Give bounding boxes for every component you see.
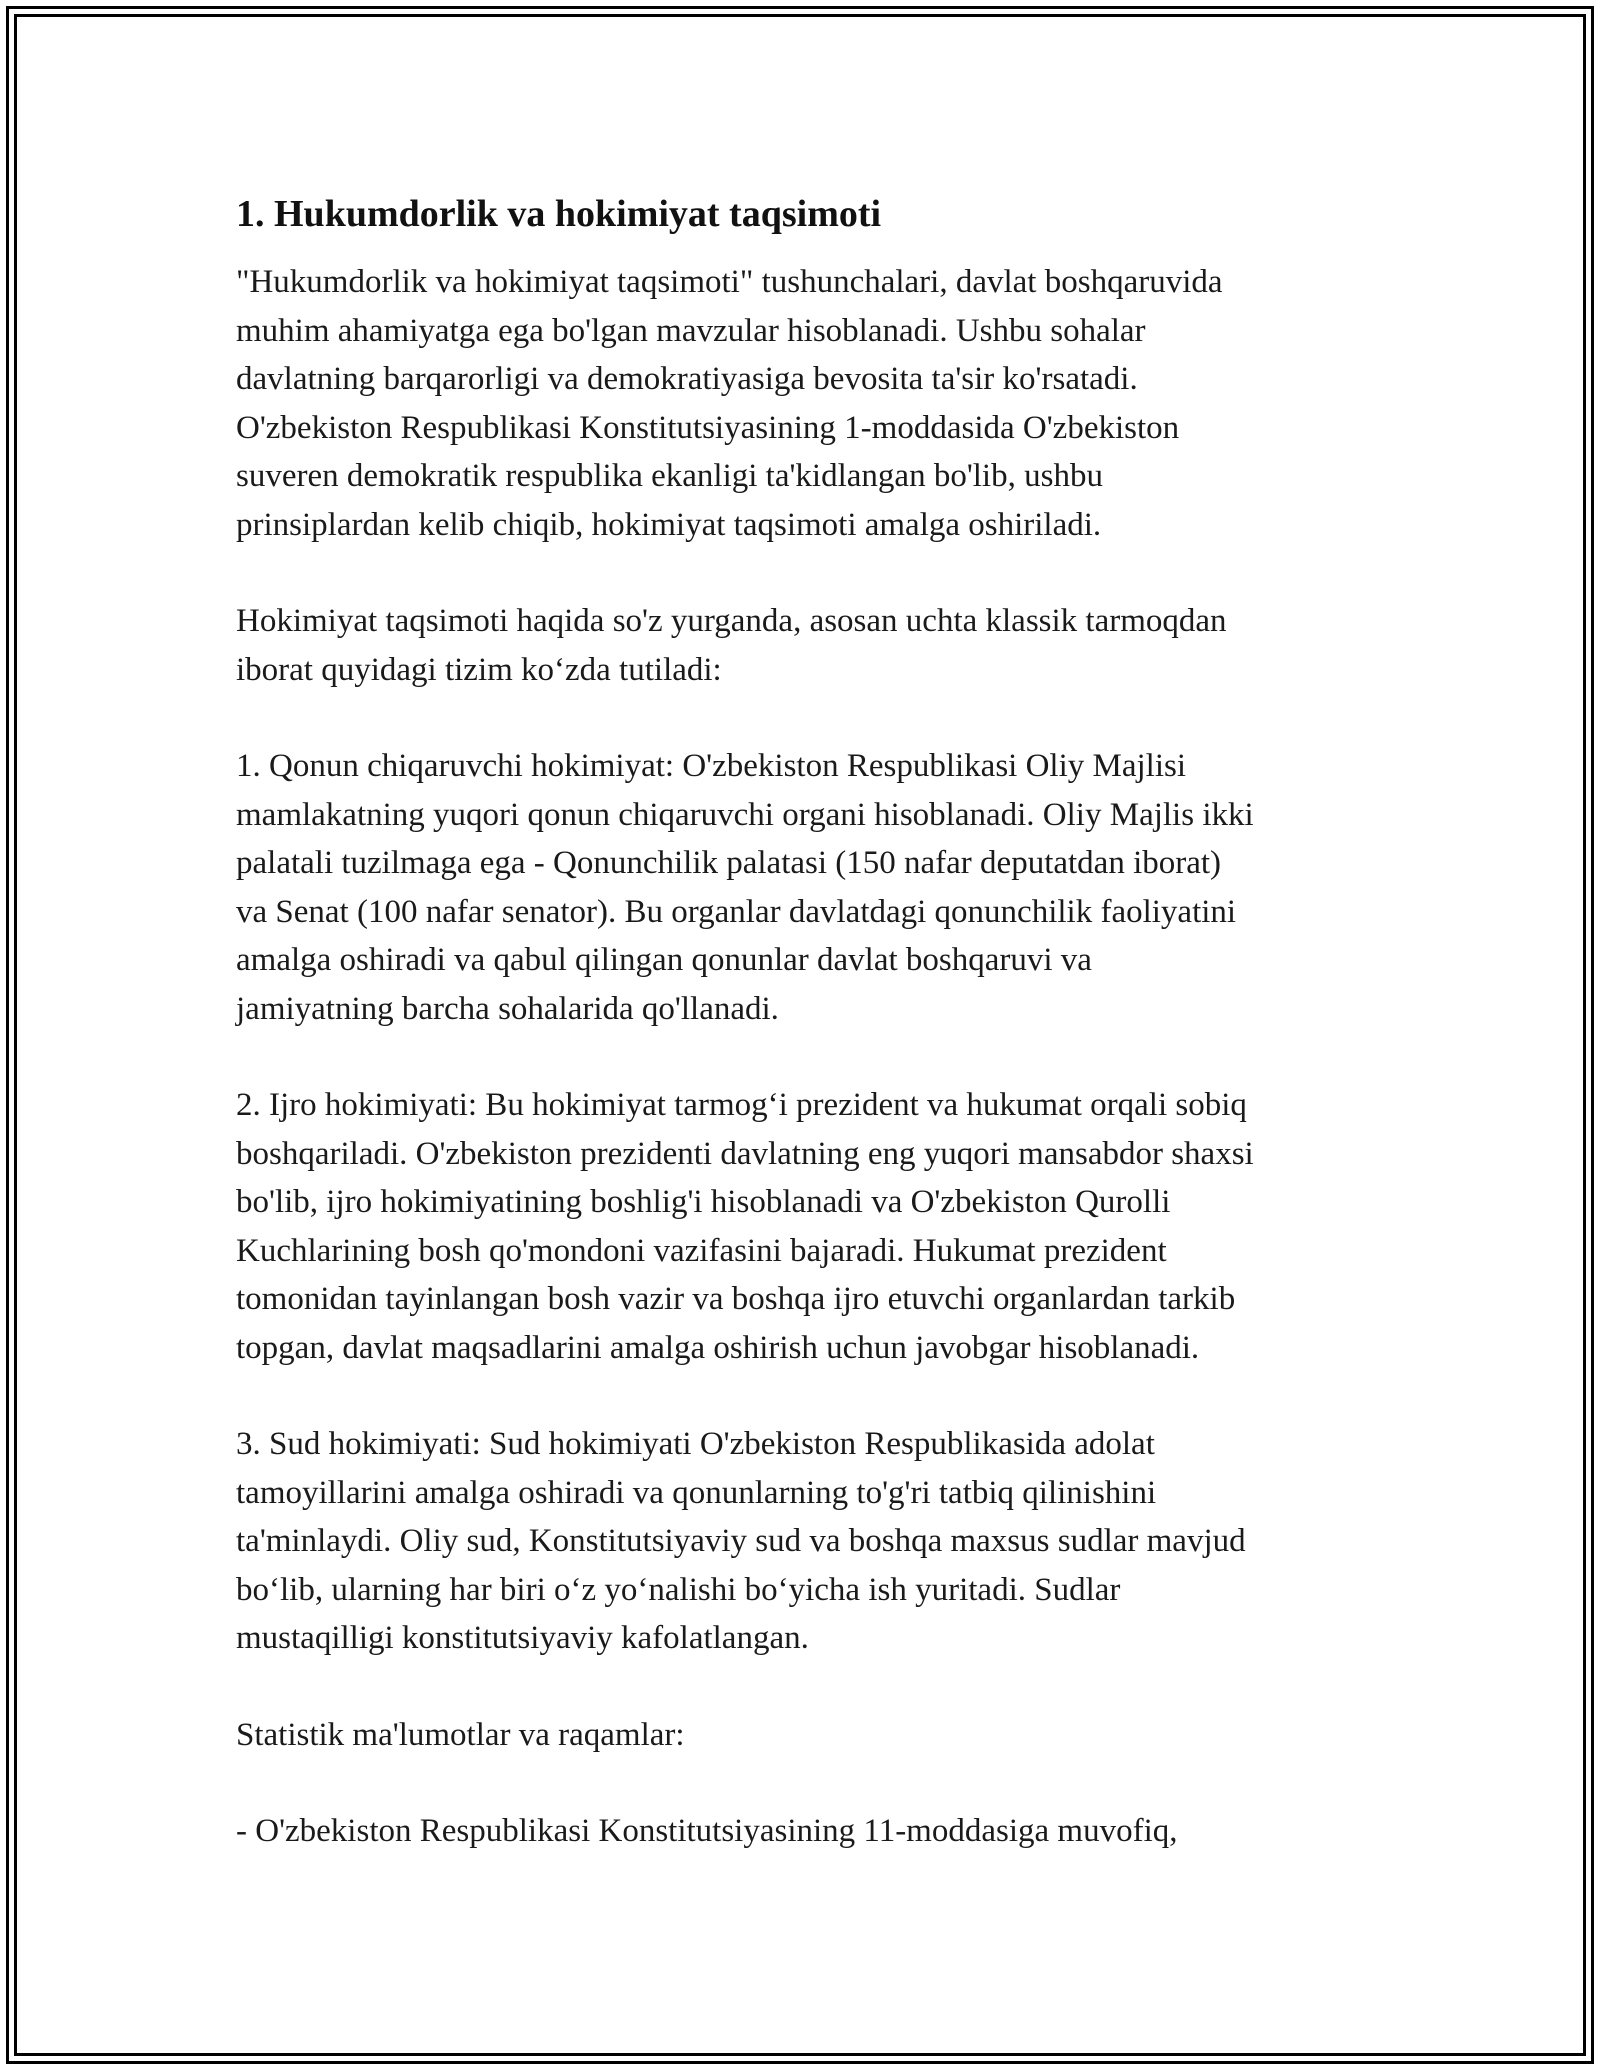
section-heading: 1. Hukumdorlik va hokimiyat taqsimoti (236, 193, 882, 235)
paragraph-statistics-item: - O'zbekiston Respublikasi Konstitutsiyasining 11-moddasiga muvofiq, (236, 1813, 1178, 1849)
paragraph-executive: 2. Ijro hokimiyati: Bu hokimiyat tarmog‘i prezident va hukumat orqali sobiq boshqariladi. O'zbekiston prezidenti davlatning eng yuqori mansabdor shaxsi bo'lib, ijro hokimiyatining boshlig'i hisoblanadi va O'zbekiston Qurolli Kuchlarining bosh qo'mondoni vazifasini bajaradi. Hukumat prezident tomonidan tayinlangan bosh vazir va boshqa ijro etuvchi organlardan tarkib topgan, davlat maqsadlarini amalga oshirish uchun javobgar hisoblanadi. (236, 1087, 1254, 1366)
paragraph-statistics-heading: Statistik ma'lumotlar va raqamlar: (236, 1716, 685, 1753)
paragraph-legislative: 1. Qonun chiqaruvchi hokimiyat: O'zbekiston Respublikasi Oliy Majlisi mamlakatning yuqori qonun chiqaruvchi organi hisoblanadi. Oliy Majlis ikki palatali tuzilmaga ega - Qonunchilik palatasi (150 nafar deputatdan iborat) va Senat (100 nafar senator). Bu organlar davlatdagi qonunchilik faoliyatini amalga oshiradi va qabul qilingan qonunlar davlat boshqaruvi va jamiyatning barcha sohalarida qo'llanadi. (236, 748, 1254, 1027)
document-body (236, 190, 1376, 1904)
paragraph-branches-intro: Hokimiyat taqsimoti haqida so'z yurganda, asosan uchta klassik tarmoqdan iborat quyidagi tizim ko‘zda tutiladi: (236, 603, 1227, 688)
paragraph-judicial: 3. Sud hokimiyati: Sud hokimiyati O'zbekiston Respublikasida adolat tamoyillarini amalga oshiradi va qonunlarning to'g'ri tatbiq qilinishini ta'minlaydi. Oliy sud, Konstitutsiyaviy sud va boshqa maxsus sudlar mavjud bo‘lib, ularning har biri o‘z yo‘nalishi bo‘yicha ish yuritadi. Sudlar mustaqilligi konstitutsiyaviy kafolatlangan. (236, 1426, 1246, 1656)
paragraph-intro: "Hukumdorlik va hokimiyat taqsimoti" tushunchalari, davlat boshqaruvida muhim ahamiyatga ega bo'lgan mavzular hisoblanadi. Ushbu sohalar davlatning barqarorligi va demokratiyasiga bevosita ta'sir ko'rsatadi. O'zbekiston Respublikasi Konstitutsiyasining 1-moddasida O'zbekiston suveren demokratik respublika ekanligi ta'kidlangan bo'lib, ushbu prinsiplardan kelib chiqib, hokimiyat taqsimoti amalga oshiriladi. (236, 264, 1223, 543)
